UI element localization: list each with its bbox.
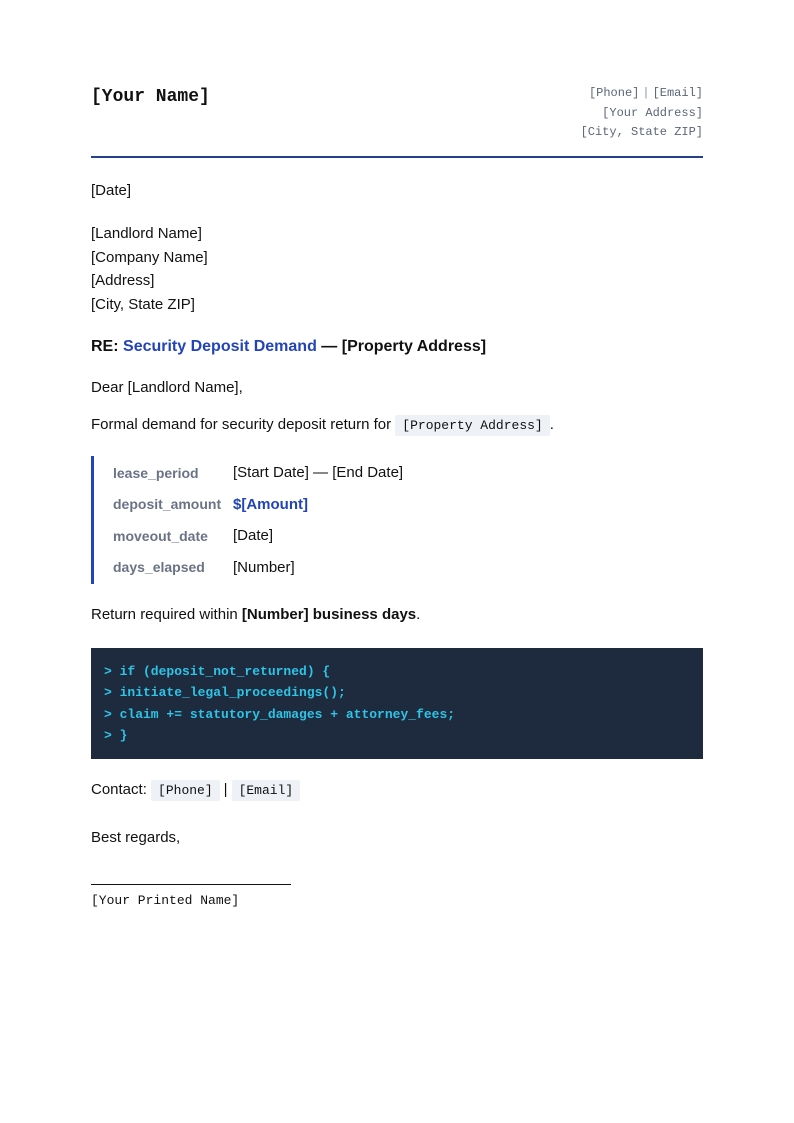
property-address-code: [Property Address] <box>395 415 549 436</box>
demand-period: . <box>549 416 554 433</box>
detail-key: days_elapsed <box>113 559 205 576</box>
signature-line <box>91 884 291 885</box>
detail-value: [Number] <box>233 558 295 576</box>
sender-email: [Email] <box>652 86 703 100</box>
recipient-city: [City, State ZIP] <box>91 295 195 313</box>
sender-phone-email-line <box>581 84 703 104</box>
detail-row <box>113 520 703 552</box>
header-divider <box>91 156 703 158</box>
detail-row <box>113 552 703 584</box>
recipient-address: [Address] <box>91 272 155 289</box>
contact-separator: | <box>642 86 650 100</box>
demand-text: Formal demand for security deposit return for <box>91 416 392 433</box>
sender-contact-block <box>581 84 703 143</box>
detail-key: deposit_amount <box>113 496 222 513</box>
subject-prefix: RE: <box>91 338 119 355</box>
contact-email-code: [Email] <box>232 780 301 801</box>
code-line: > } <box>104 727 128 743</box>
sender-address: [Your Address] <box>602 105 703 120</box>
contact-phone-code: [Phone] <box>151 780 220 801</box>
code-line: > claim += statutory_damages + attorney_fees; <box>104 706 456 722</box>
contact-separator: | <box>223 781 228 798</box>
code-line: > initiate_legal_proceedings(); <box>104 685 346 701</box>
detail-value: [Date] <box>233 527 274 545</box>
recipient-company: [Company Name] <box>91 248 208 266</box>
return-deadline: [Number] business days <box>241 606 417 623</box>
sender-city: [City, State ZIP] <box>580 125 703 139</box>
return-period: . <box>416 606 421 623</box>
detail-row <box>113 489 703 521</box>
detail-key: moveout_date <box>113 527 208 544</box>
return-text: Return required within <box>91 606 238 623</box>
closing: Best regards, <box>91 829 181 846</box>
return-notice <box>91 604 703 626</box>
printed-name: [Your Printed Name] <box>91 893 240 908</box>
detail-value: [Start Date] — [End Date] <box>233 464 404 482</box>
letter-date: [Date] <box>91 182 132 199</box>
greeting: Dear [Landlord Name], <box>91 379 243 396</box>
code-line: > if (deposit_not_returned) { <box>104 664 331 679</box>
detail-key: lease_period <box>113 464 199 481</box>
contact-line <box>91 779 703 802</box>
detail-row <box>113 457 703 489</box>
subject-suffix: — [Property Address] <box>321 338 487 355</box>
demand-paragraph <box>91 414 703 437</box>
code-block <box>91 648 703 759</box>
sender-name: [Your Name] <box>91 87 210 107</box>
subject-highlight: Security Deposit Demand <box>123 338 317 355</box>
detail-value-amount: $[Amount] <box>233 495 308 513</box>
subject-line <box>91 336 703 358</box>
recipient-block <box>91 222 703 316</box>
letter-body <box>91 180 703 908</box>
sender-phone: [Phone] <box>588 86 640 100</box>
recipient-landlord: [Landlord Name] <box>91 225 202 242</box>
contact-label: Contact: <box>91 781 147 798</box>
deposit-details <box>91 456 703 584</box>
